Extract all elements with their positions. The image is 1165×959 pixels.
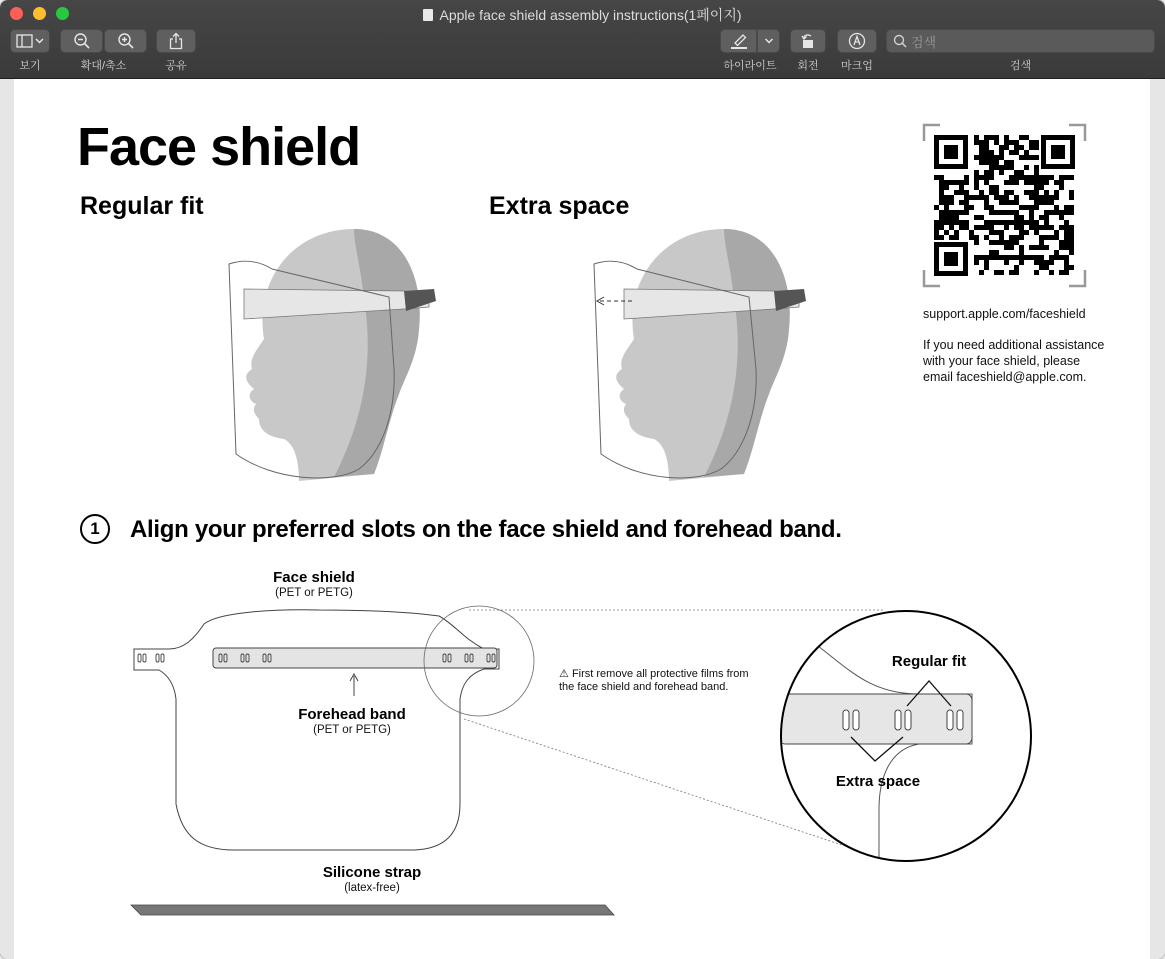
- titlebar: [0, 0, 1165, 79]
- assist-line-3: email faceshield@apple.com.: [923, 370, 1087, 384]
- forehead-band-material: (PET or PETG): [313, 724, 391, 736]
- markup-button[interactable]: [837, 29, 877, 53]
- highlight-button[interactable]: [720, 29, 757, 53]
- zoom-out-button[interactable]: [60, 29, 103, 53]
- document-area[interactable]: [0, 79, 1165, 959]
- step-number-badge: 1: [80, 514, 110, 544]
- zoom-in-button[interactable]: [104, 29, 147, 53]
- chevron-down-icon: [764, 37, 774, 45]
- view-label: 보기: [19, 60, 41, 72]
- silicone-strap-material: (latex-free): [344, 882, 400, 894]
- share-icon: [168, 32, 184, 50]
- share-button[interactable]: [156, 29, 196, 53]
- support-url[interactable]: support.apple.com/faceshield: [923, 307, 1086, 321]
- forehead-band-piece: [213, 648, 497, 668]
- silicone-strap-illustration: [129, 904, 619, 918]
- extra-space-illustration: [584, 219, 809, 489]
- search-icon: [893, 34, 907, 48]
- zoom-extra-space-label: Extra space: [835, 773, 921, 790]
- zoom-out-icon: [73, 32, 91, 50]
- markup-pen-icon: [848, 32, 866, 50]
- markup-label: 마크업: [841, 60, 873, 72]
- share-label: 공유: [165, 60, 187, 72]
- assist-line-1: If you need additional assistance: [923, 338, 1105, 352]
- rotate-label: 회전: [797, 60, 819, 72]
- regular-fit-illustration: [214, 219, 439, 489]
- zoom-detail-circle: [779, 609, 1034, 864]
- search-input[interactable]: [909, 32, 1153, 52]
- document-title: Face shield: [77, 117, 361, 177]
- qr-code[interactable]: [922, 123, 1087, 288]
- highlight-options-button[interactable]: [757, 29, 780, 53]
- forehead-band-label: Forehead band: [298, 706, 406, 723]
- extra-space-heading: Extra space: [489, 192, 630, 220]
- zoom-label: 확대/축소: [80, 60, 127, 72]
- pdf-page: [14, 79, 1150, 959]
- highlighter-icon: [729, 32, 749, 50]
- face-shield-material: (PET or PETG): [275, 587, 353, 599]
- step-title: Align your preferred slots on the face shield and forehead band.: [130, 516, 842, 543]
- assist-line-2: with your face shield, please: [923, 354, 1081, 368]
- warning-line-1: ⚠ First remove all protective films from: [559, 668, 749, 680]
- window-title: Apple face shield assembly instructions(1페이지): [0, 5, 1165, 25]
- document-icon: [423, 9, 433, 21]
- warning-icon: ⚠: [559, 668, 569, 680]
- sidebar-icon: [15, 33, 45, 49]
- rotate-button[interactable]: [790, 29, 826, 53]
- view-button[interactable]: [10, 29, 50, 53]
- search-field[interactable]: [886, 29, 1155, 53]
- zoom-regular-fit-label: Regular fit: [891, 653, 967, 670]
- regular-fit-heading: Regular fit: [80, 192, 204, 220]
- search-label: 검색: [1009, 60, 1032, 72]
- highlight-label: 하이라이트: [723, 60, 777, 72]
- warning-line-2: the face shield and forehead band.: [559, 681, 729, 693]
- silicone-strap-label: Silicone strap: [322, 864, 422, 881]
- zoom-in-icon: [117, 32, 135, 50]
- face-shield-label: Face shield: [273, 569, 355, 586]
- rotate-icon: [799, 32, 817, 50]
